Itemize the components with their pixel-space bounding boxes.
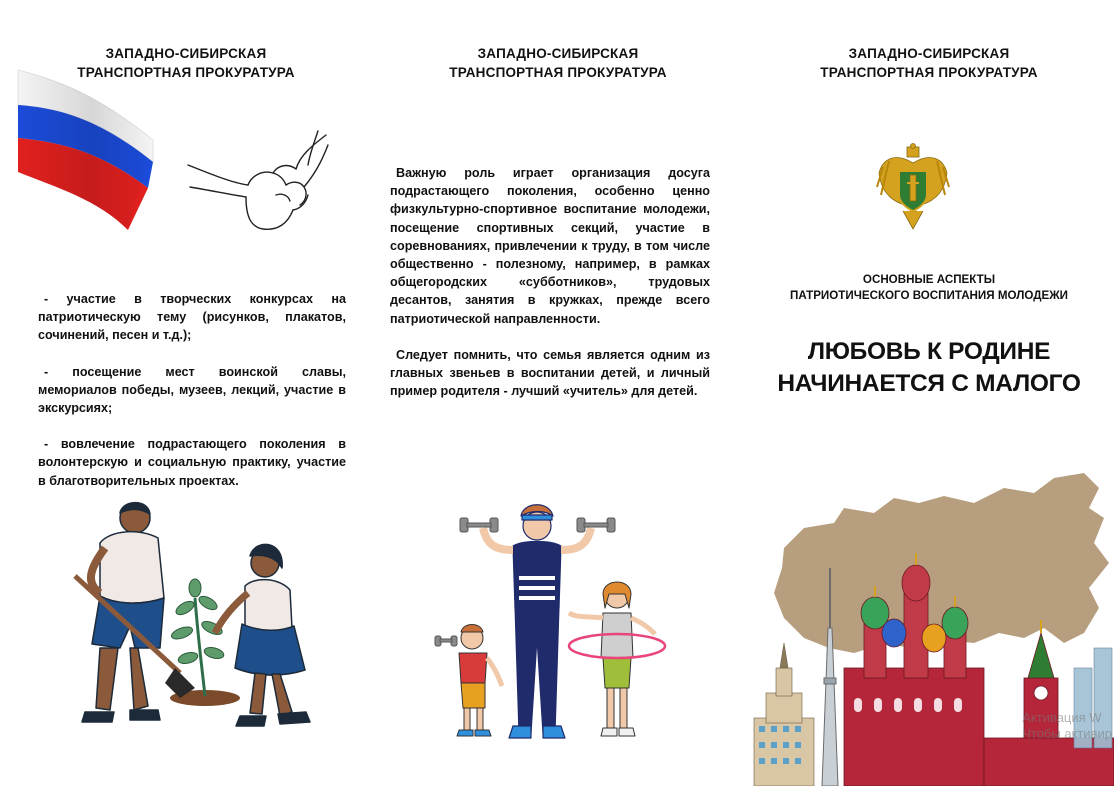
brochure-title [754, 336, 1104, 400]
paragraph: Следует помнить, что семья является одним из главных звеньев в воспитании детей, и личный пример родителя - лучший «учитель» для детей. [390, 347, 710, 399]
panel-right [744, 0, 1114, 786]
russian-flag-icon [18, 70, 158, 240]
subtitle-line-2: ПАТРИОТИЧЕСКОГО ВОСПИТАНИЯ МОЛОДЕЖИ [789, 289, 1069, 302]
org-header [372, 44, 744, 82]
prosecutor-emblem-icon [877, 143, 949, 233]
org-line-2: ТРАНСПОРТНАЯ ПРОКУРАТУРА [77, 65, 295, 80]
family-sport-icon [427, 498, 667, 743]
activation-watermark [1022, 710, 1112, 742]
paragraph: - участие в творческих конкурсах на патриотическую тему (рисунков, плакатов, сочинений, песен и т.д.); [38, 292, 346, 343]
paragraph: - посещение мест воинской славы, мемориалов победы, музеев, лекций, участие в экскурсиях; [38, 364, 346, 416]
panel1-text [38, 290, 346, 490]
org-header [744, 44, 1114, 82]
brochure-subtitle [764, 272, 1094, 304]
org-line-1: ЗАПАДНО-СИБИРСКАЯ [105, 46, 267, 61]
title-line-2: НАЧИНАЕТСЯ С МАЛОГО [777, 370, 1081, 397]
org-line-2: ТРАНСПОРТНАЯ ПРОКУРАТУРА [820, 65, 1038, 80]
watermark-line-1: Активация W [1022, 710, 1102, 725]
paragraph: - вовлечение подрастающего поколения в волонтерскую и социальную практику, участие в благотворительных проектах. [38, 437, 346, 488]
children-planting-tree-icon [30, 498, 330, 738]
panel2-text [390, 164, 710, 400]
org-line-1: ЗАПАДНО-СИБИРСКАЯ [848, 46, 1010, 61]
paragraph: Важную роль играет организация досуга подрастающего поколения, особенно ценно физкультурно-спортивное воспитание молодежи, посещение спортивных секций, участие в соревнованиях, привлечении к труду, в том числе общественно - полезному, например, в рамках общегородских «субботников», трудовых десантов, занятия в кружках, прежде всего патриотической направленности. [390, 166, 710, 326]
org-line-1: ЗАПАДНО-СИБИРСКАЯ [477, 46, 639, 61]
watermark-line-2: Чтобы активир [1022, 726, 1112, 741]
title-line-1: ЛЮБОВЬ К РОДИНЕ [807, 338, 1051, 365]
subtitle-line-1: ОСНОВНЫЕ АСПЕКТЫ [862, 273, 996, 286]
panel-left [0, 0, 372, 786]
org-line-2: ТРАНСПОРТНАЯ ПРОКУРАТУРА [449, 65, 667, 80]
panel-middle [372, 0, 744, 786]
holding-hands-icon [188, 125, 333, 235]
